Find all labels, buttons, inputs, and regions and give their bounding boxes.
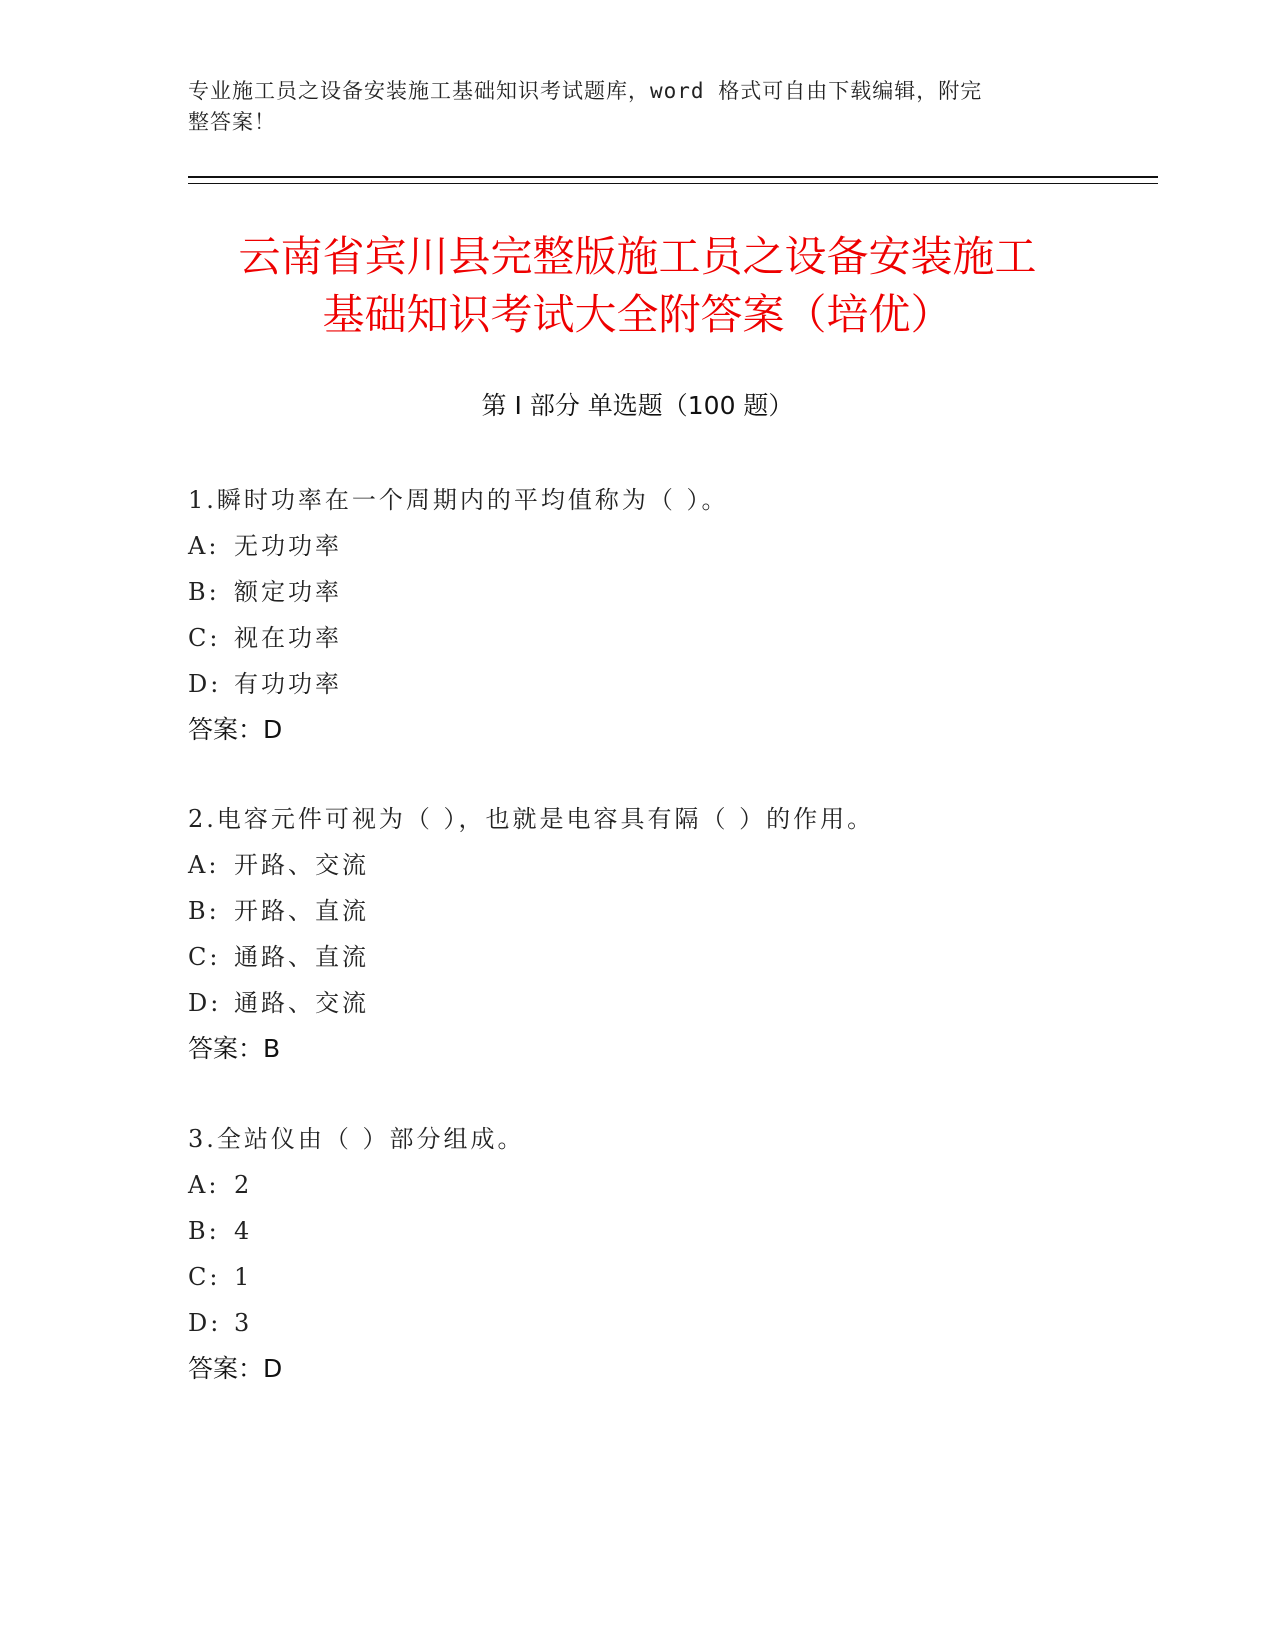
option-a	[188, 530, 1138, 576]
document-title	[150, 228, 1125, 344]
option-letter: D:	[188, 1309, 222, 1337]
question-stem: 2.电容元件可视为（ ），也就是电容具有隔（ ）的作用。	[188, 805, 875, 833]
option-letter: C:	[188, 624, 221, 652]
question-stem: 1.瞬时功率在一个周期内的平均值称为（ ）。	[188, 486, 729, 514]
option-text: 通路、交流	[234, 989, 369, 1017]
option-letter: A:	[188, 851, 220, 879]
section-heading: 第 I 部分 单选题（100 题）	[481, 391, 794, 420]
option-text: 开路、直流	[234, 897, 369, 925]
option-a	[188, 849, 1138, 895]
option-letter: D:	[188, 989, 222, 1017]
option-letter: A:	[188, 1171, 220, 1199]
option-text: 无功功率	[234, 532, 342, 560]
option-d	[188, 987, 1138, 1033]
question-3	[188, 1123, 1138, 1399]
option-text: 视在功率	[234, 624, 342, 652]
option-letter: D:	[188, 670, 222, 698]
answer-line: 答案：B	[188, 1034, 281, 1063]
option-letter: B:	[188, 897, 220, 925]
question-2	[188, 803, 1138, 1079]
option-text: 1	[234, 1263, 253, 1291]
option-c	[188, 941, 1138, 987]
option-text: 通路、直流	[234, 943, 369, 971]
option-d	[188, 1307, 1138, 1353]
option-text: 2	[234, 1171, 253, 1199]
option-c	[188, 622, 1138, 668]
option-text: 额定功率	[234, 578, 342, 606]
option-b	[188, 576, 1138, 622]
option-letter: B:	[188, 578, 220, 606]
answer-line: 答案：D	[188, 715, 283, 744]
option-b	[188, 1215, 1138, 1261]
option-letter: C:	[188, 1263, 221, 1291]
document-title-line2: 基础知识考试大全附答案（培优）	[322, 290, 953, 339]
option-letter: B:	[188, 1217, 220, 1245]
option-letter: C:	[188, 943, 221, 971]
option-text: 有功功率	[234, 670, 342, 698]
option-d	[188, 668, 1138, 714]
option-b	[188, 895, 1138, 941]
document-title-line1: 云南省宾川县完整版施工员之设备安装施工	[238, 232, 1037, 281]
header-note-line1: 专业施工员之设备安装施工基础知识考试题库，word 格式可自由下载编辑，附完	[188, 79, 983, 103]
header-note-line2: 整答案！	[188, 110, 276, 134]
option-text: 开路、交流	[234, 851, 369, 879]
option-text: 4	[234, 1217, 253, 1245]
option-letter: A:	[188, 532, 220, 560]
option-c	[188, 1261, 1138, 1307]
question-stem: 3.全站仪由（ ）部分组成。	[188, 1125, 525, 1153]
header-divider-thick	[188, 176, 1158, 178]
option-text: 3	[234, 1309, 253, 1337]
option-a	[188, 1169, 1138, 1215]
header-divider-thin	[188, 183, 1158, 184]
question-1	[188, 484, 1138, 760]
answer-line: 答案：D	[188, 1354, 283, 1383]
header-note	[188, 76, 1088, 138]
